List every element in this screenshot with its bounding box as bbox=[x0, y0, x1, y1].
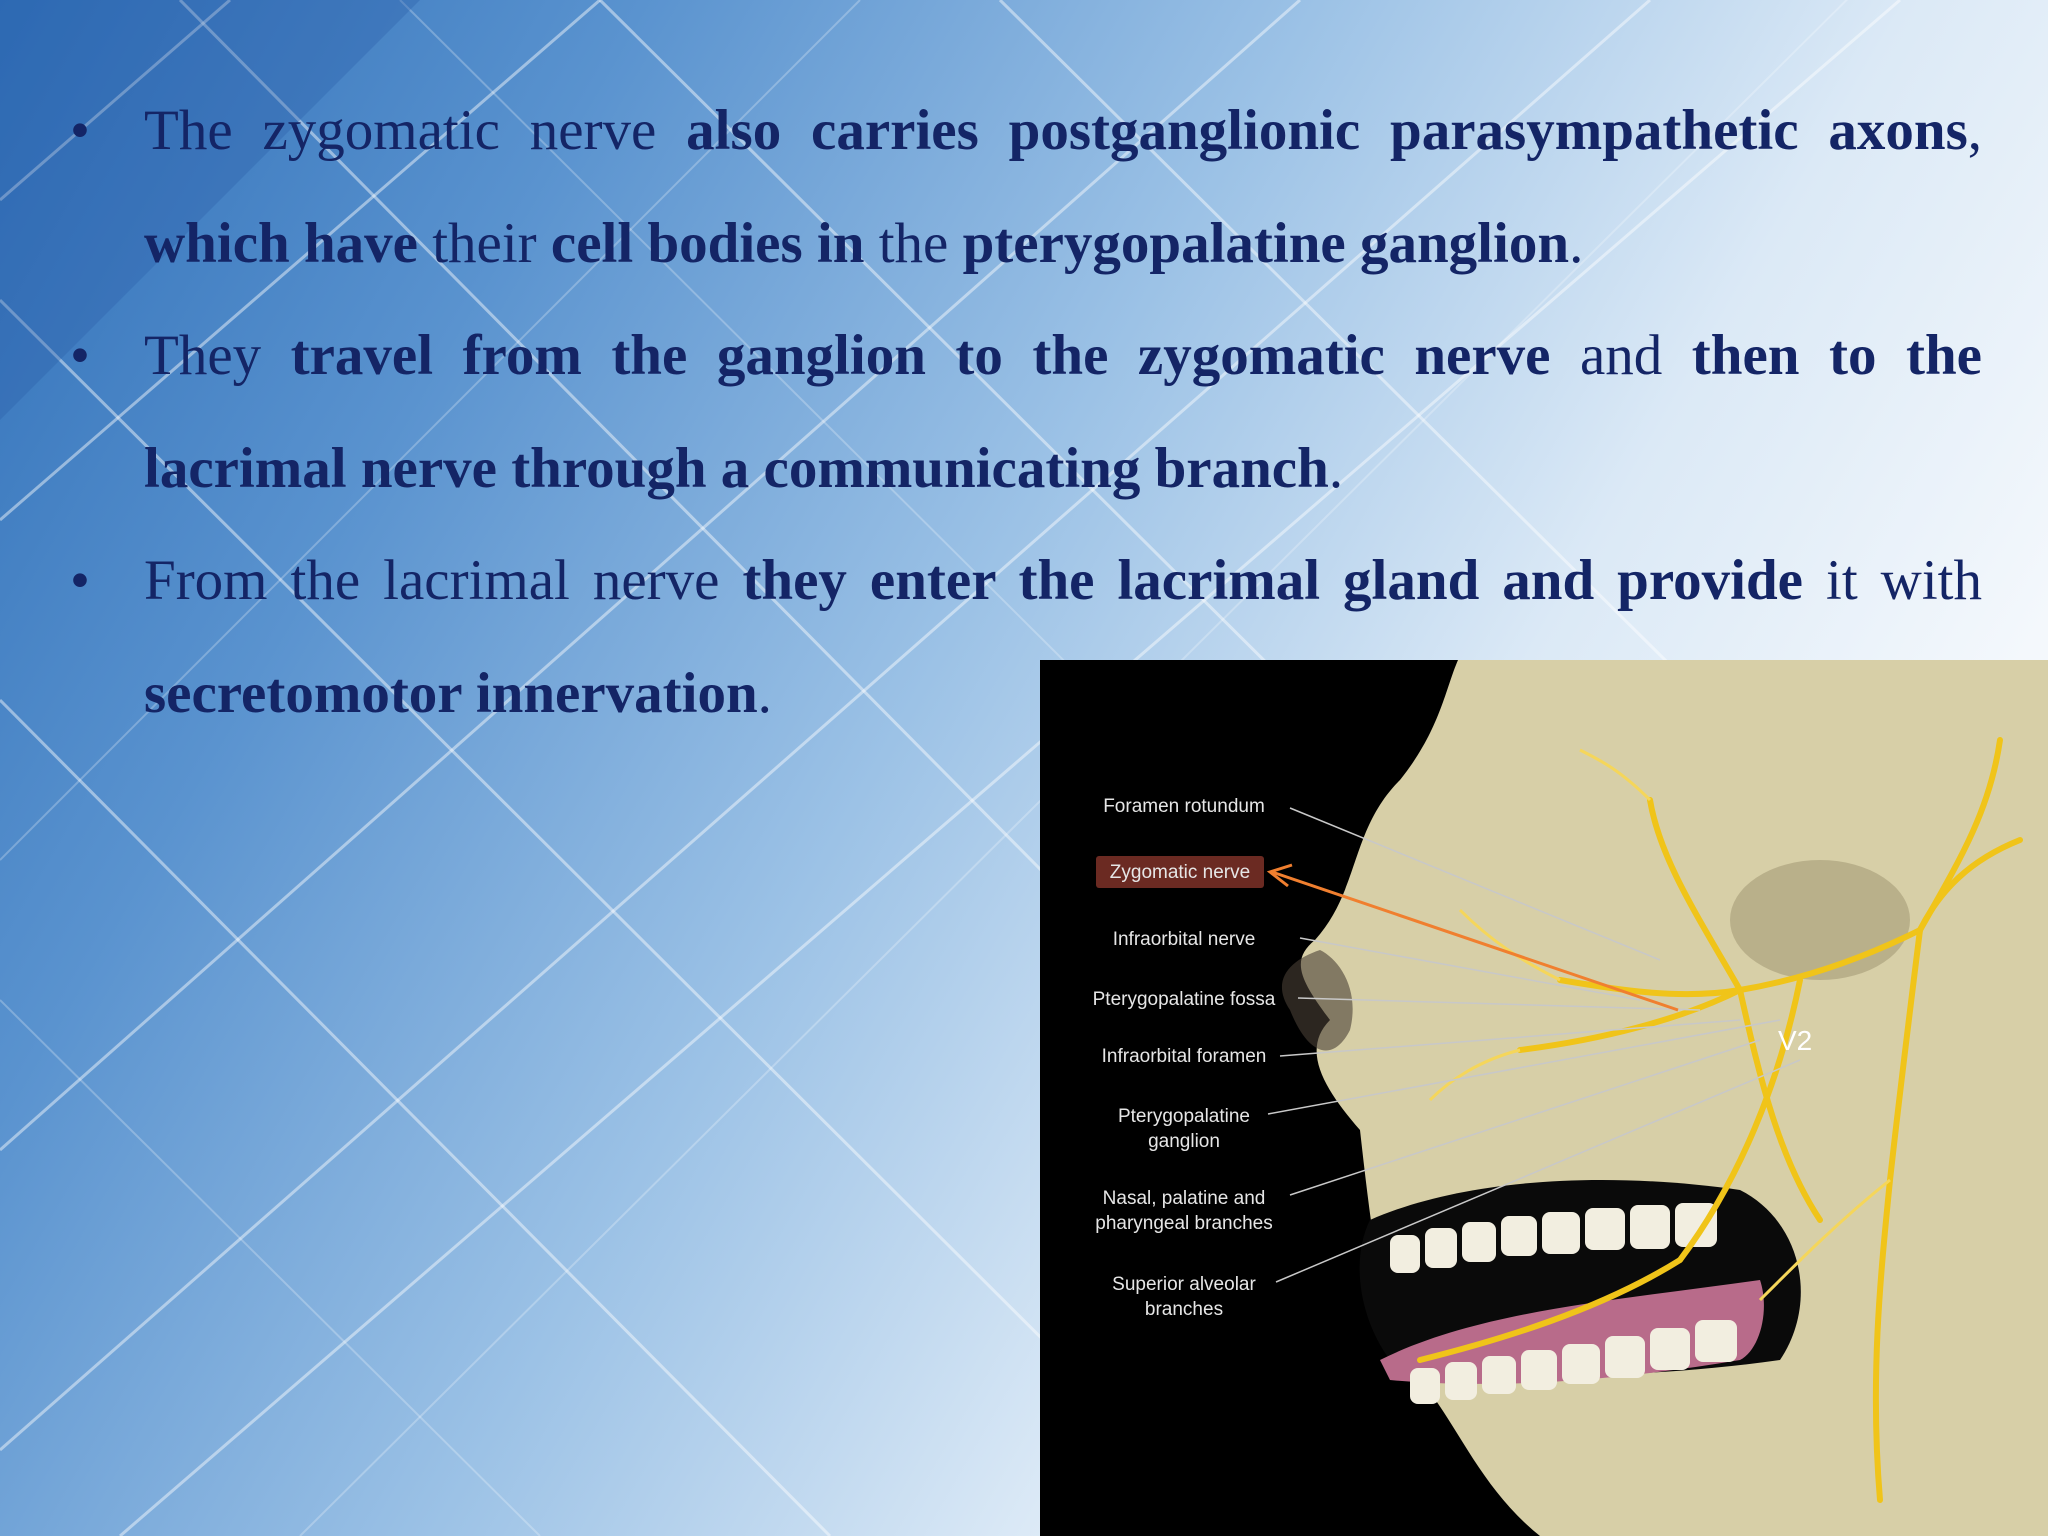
text-segment: . bbox=[1328, 436, 1344, 500]
label-infraorbital-nerve: Infraorbital nerve bbox=[1112, 929, 1256, 950]
text-segment: and bbox=[1550, 324, 1692, 387]
bullet-item bbox=[60, 300, 1982, 525]
label-foramen-rotundum: Foramen rotundum bbox=[1103, 796, 1265, 817]
bullet-marker: • bbox=[70, 549, 90, 612]
label-pterygopalatine-ganglion-line1: Pterygopalatine bbox=[1117, 1106, 1251, 1127]
bullet-marker: • bbox=[70, 324, 90, 387]
text-segment: . bbox=[757, 661, 772, 725]
text-segment-bold: then to the lacrimal nerve through a communicating branch bbox=[144, 324, 1982, 500]
label-nasal-branches-line1: Nasal, palatine and bbox=[1102, 1188, 1266, 1209]
text-segment-bold: which have bbox=[144, 211, 418, 275]
label-nasal-branches-line2: pharyngeal branches bbox=[1095, 1213, 1273, 1234]
text-segment-bold: cell bodies in bbox=[550, 211, 865, 275]
text-segment-bold: they enter the lacrimal gland and provide bbox=[742, 549, 1803, 612]
bullet-list bbox=[60, 75, 1982, 750]
label-zygomatic-nerve: Zygomatic nerve bbox=[1109, 862, 1251, 883]
label-v2: V2 bbox=[1778, 1025, 1813, 1056]
text-segment-bold: also carries postganglionic parasympathetic axons bbox=[686, 99, 1968, 162]
text-segment: They bbox=[144, 324, 291, 387]
label-pterygopalatine-fossa: Pterygopalatine fossa bbox=[1092, 989, 1276, 1010]
orbit-opening bbox=[1730, 860, 1910, 980]
label-superior-alveolar-line1: Superior alveolar bbox=[1112, 1274, 1256, 1295]
text-segment-bold: secretomotor innervation bbox=[144, 661, 758, 725]
label-infraorbital-foramen: Infraorbital foramen bbox=[1101, 1046, 1267, 1067]
anatomy-figure bbox=[1040, 660, 2048, 1536]
text-segment: . bbox=[1569, 211, 1584, 275]
skull-nerve-illustration bbox=[1040, 660, 2048, 1536]
label-pterygopalatine-ganglion-line2: ganglion bbox=[1148, 1131, 1220, 1152]
text-segment: the bbox=[864, 211, 963, 275]
bullet-item bbox=[60, 75, 1982, 300]
text-segment: From the lacrimal nerve bbox=[144, 549, 743, 612]
text-segment: , bbox=[1967, 99, 1982, 162]
text-segment: their bbox=[417, 211, 551, 275]
text-segment: it with bbox=[1802, 549, 1982, 612]
text-segment: The zygomatic nerve bbox=[144, 99, 687, 162]
label-superior-alveolar-line2: branches bbox=[1144, 1299, 1224, 1320]
text-segment-bold: pterygopalatine ganglion bbox=[962, 211, 1570, 275]
face-silhouette bbox=[1301, 660, 2048, 1536]
text-segment-bold: travel from the ganglion to the zygomatic nerve bbox=[290, 324, 1551, 387]
bullet-marker: • bbox=[70, 99, 90, 162]
